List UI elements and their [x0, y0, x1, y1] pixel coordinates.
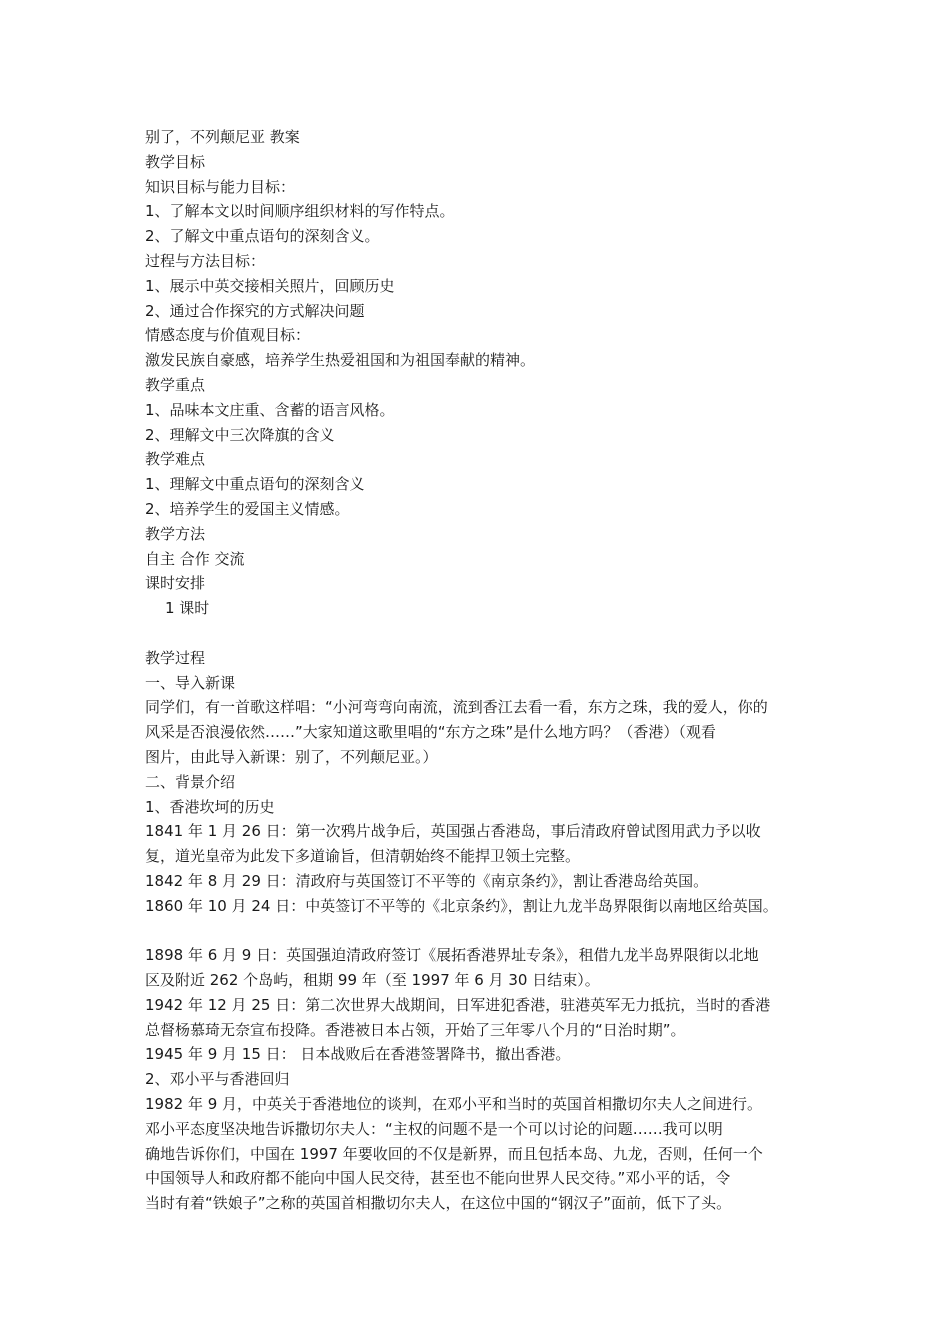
timeline-entry: 区及附近 262 个岛屿，租期 99 年（至 1997 年 6 月 30 日结束）。 — [145, 971, 600, 990]
list-item: 2、通过合作探究的方式解决问题 — [145, 301, 365, 320]
list-item: 2、了解文中重点语句的深刻含义。 — [145, 227, 380, 246]
timeline-entry: 1945 年 9 月 15 日： 日本战败后在香港签署降书，撤出香港。 — [145, 1045, 571, 1064]
list-item: 2、培养学生的爱国主义情感。 — [145, 499, 350, 518]
paragraph-line: 确地告诉你们，中国在 1997 年要收回的不仅是新界，而且包括本岛、九龙，否则，任何一个 — [145, 1144, 763, 1163]
timeline-entry: 总督杨慕琦无奈宣布投降。香港被日本占领，开始了三年零八个月的“日治时期”。 — [145, 1020, 686, 1039]
paragraph-line: 图片，由此导入新课：别了，不列颠尼亚。） — [145, 747, 438, 766]
list-item: 1、理解文中重点语句的深刻含义 — [145, 475, 365, 494]
paragraph-line: 同学们，有一首歌这样唱：“小河弯弯向南流，流到香江去看一看，东方之珠，我的爱人，你的 — [145, 698, 768, 717]
subsection-heading: 过程与方法目标： — [145, 251, 266, 270]
subsection-heading: 2、邓小平与香港回归 — [145, 1070, 290, 1089]
paragraph-line: 激发民族自豪感，培养学生热爱祖国和为祖国奉献的精神。 — [145, 351, 536, 370]
document-body — [145, 125, 825, 1216]
subsection-heading: 情感态度与价值观目标： — [145, 326, 311, 345]
subsection-heading: 二、背景介绍 — [145, 772, 236, 791]
blank-line — [145, 621, 825, 646]
timeline-entry: 1860 年 10 月 24 日：中英签订不平等的《北京条约》，割让九龙半岛界限街以南地区给英国。 — [145, 896, 778, 915]
timeline-entry: 复，道光皇帝为此发下多道谕旨，但清朝始终不能捍卫领土完整。 — [145, 847, 581, 866]
subsection-heading: 一、导入新课 — [145, 673, 236, 692]
timeline-entry: 1898 年 6 月 9 日：英国强迫清政府签订《展拓香港界址专条》，租借九龙半岛界限街以北地 — [145, 946, 759, 965]
list-item: 1、了解本文以时间顺序组织材料的写作特点。 — [145, 202, 455, 221]
paragraph-line: 1982 年 9 月，中英关于香港地位的谈判，在邓小平和当时的英国首相撒切尔夫人之间进行。 — [145, 1095, 763, 1114]
blank-line — [145, 919, 825, 944]
paragraph-line: 邓小平态度坚决地告诉撒切尔夫人：“主权的问题不是一个可以讨论的问题……我可以明 — [145, 1119, 723, 1138]
section-heading: 教学过程 — [145, 648, 206, 667]
subsection-heading: 知识目标与能力目标： — [145, 177, 296, 196]
section-heading: 教学难点 — [145, 450, 206, 469]
section-heading: 教学重点 — [145, 375, 206, 394]
timeline-entry: 1841 年 1 月 26 日：第一次鸦片战争后，英国强占香港岛，事后清政府曾试图用武力予以收 — [145, 822, 761, 841]
paragraph-line: 自主 合作 交流 — [145, 549, 245, 568]
timeline-entry: 1842 年 8 月 29 日：清政府与英国签订不平等的《南京条约》，割让香港岛给英国。 — [145, 871, 709, 890]
subsection-heading: 1、香港坎坷的历史 — [145, 797, 275, 816]
section-heading: 教学目标 — [145, 152, 206, 171]
list-item: 2、理解文中三次降旗的含义 — [145, 425, 335, 444]
timeline-entry: 1942 年 12 月 25 日：第二次世界大战期间，日军进犯香港，驻港英军无力抵抗，当时的香港 — [145, 995, 771, 1014]
doc-title: 别了，不列颠尼亚 教案 — [145, 128, 300, 146]
paragraph-line: 风采是否浪漫依然……”大家知道这歌里唱的“东方之珠”是什么地方吗？（香港）（观看 — [145, 723, 716, 742]
list-item: 1、品味本文庄重、含蓄的语言风格。 — [145, 400, 395, 419]
list-item: 1、展示中英交接相关照片，回顾历史 — [145, 276, 395, 295]
paragraph-line: 1 课时 — [165, 599, 210, 618]
paragraph-line: 当时有着“铁娘子”之称的英国首相撒切尔夫人，在这位中国的“钢汉子”面前，低下了头。 — [145, 1194, 732, 1213]
section-heading: 教学方法 — [145, 524, 206, 543]
paragraph-line: 中国领导人和政府都不能向中国人民交待，甚至也不能向世界人民交待。”邓小平的话，令 — [145, 1169, 731, 1188]
section-heading: 课时安排 — [145, 574, 206, 593]
